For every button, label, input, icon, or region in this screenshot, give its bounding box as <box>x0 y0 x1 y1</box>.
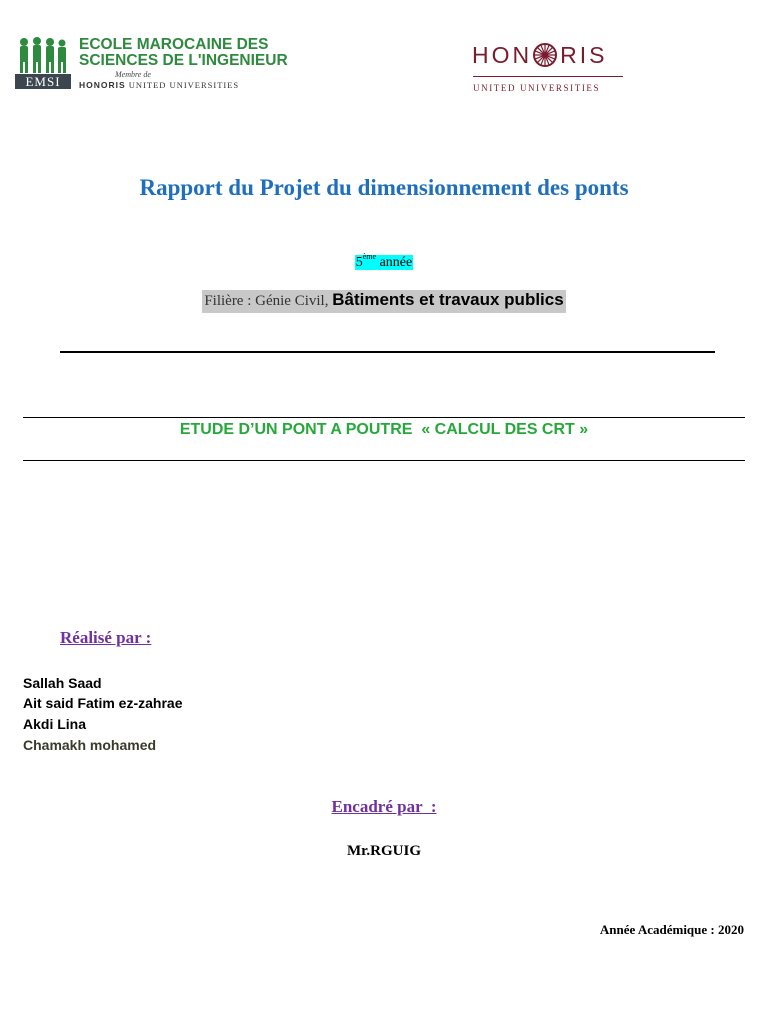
report-title: Rapport du Projet du dimensionnement des ponts <box>139 175 629 200</box>
year-number: 5 <box>355 255 363 270</box>
supervisor-name: Mr.RGUIG <box>346 843 422 859</box>
emsi-logo <box>15 36 288 92</box>
emsi-name-line1: ECOLE MAROCAINE DES <box>79 36 269 53</box>
year-line <box>0 252 768 271</box>
honoris-rule <box>473 76 623 77</box>
year-word: année <box>376 255 413 270</box>
honoris-word-right: RIS <box>560 42 608 68</box>
honoris-wheel-icon <box>532 42 558 68</box>
filiere-value: Bâtiments et travaux publics <box>332 290 564 309</box>
encadre-heading <box>0 797 768 817</box>
study-title: ETUDE D’UN PONT A POUTRE « CALCUL DES CRT » <box>179 421 589 438</box>
academic-year: Année Académique : 2020 <box>599 922 744 937</box>
emsi-member-of: Membre de <box>115 70 151 79</box>
emsi-network-rest: UNITED UNIVERSITIES <box>128 80 240 90</box>
emsi-network-brand: HONORIS <box>79 80 126 90</box>
filiere-label: Filière : Génie Civil, <box>204 293 333 309</box>
divider-rule <box>60 351 715 353</box>
encadre-heading-text: Encadré par : <box>331 797 437 816</box>
honoris-logo <box>470 40 630 96</box>
emsi-badge: EMSI <box>15 74 71 89</box>
realise-heading: Réalisé par : <box>60 628 152 647</box>
year-highlight <box>355 252 413 270</box>
author-name: Chamakh mohamed <box>23 737 157 753</box>
year-superscript: ème <box>362 252 377 261</box>
divider-rule <box>23 460 745 461</box>
author-name: Sallah Saad <box>23 675 102 691</box>
filiere-line <box>0 290 768 310</box>
author-name: Ait said Fatim ez-zahrae <box>23 695 183 711</box>
emsi-name-line2: SCIENCES DE L'INGENIEUR <box>79 52 288 69</box>
divider-rule <box>23 417 745 418</box>
emsi-network <box>79 80 239 90</box>
author-name: Akdi Lina <box>23 716 87 732</box>
filiere-highlight <box>202 290 565 313</box>
honoris-subtitle: UNITED UNIVERSITIES <box>473 83 601 93</box>
honoris-word-left: HON <box>472 42 533 68</box>
